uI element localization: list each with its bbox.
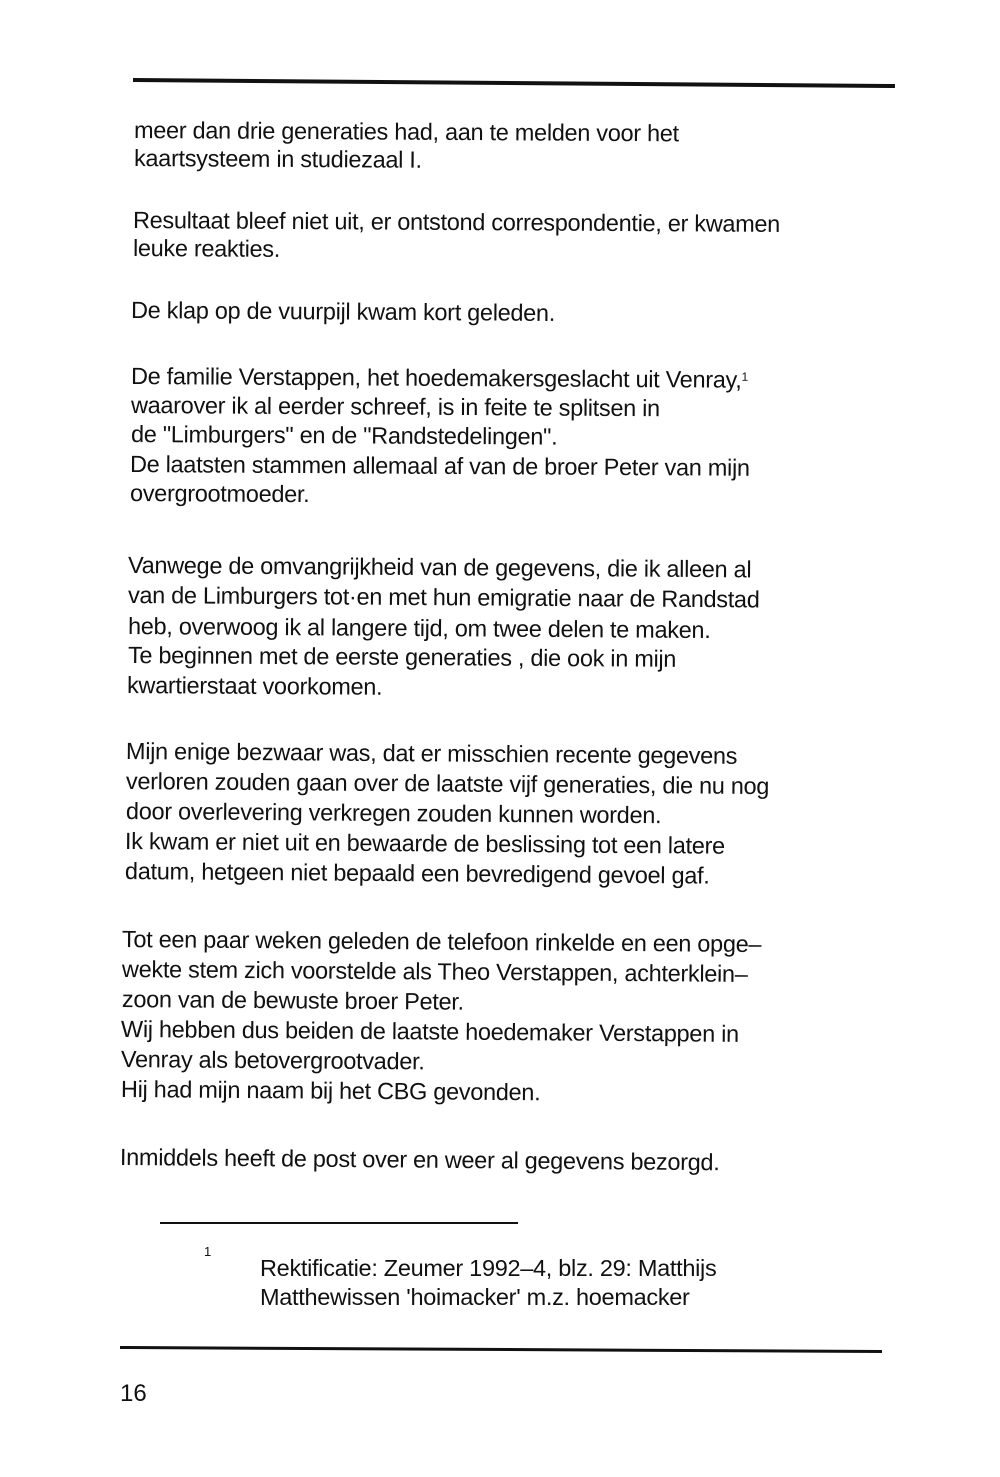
text-line: De klap op de vuurpijl kwam kort geleden. [130, 297, 556, 326]
text-line [131, 362, 748, 394]
text-line: Resultaat bleef niet uit, er ontstond correspondentie, er kwamen [132, 207, 781, 237]
text-line: verloren zouden gaan over de laatste vijf generaties, die nu nog [125, 768, 770, 800]
text-line: heb, overwoog ik al langere tijd, om twee delen te maken. [127, 613, 711, 644]
text-line: zoon van de bewuste broer Peter. [121, 986, 464, 1015]
text-span: De familie Verstappen, het hoedemakersgeslacht uit Venray, [130, 363, 742, 393]
footnote-mark: 1 [204, 1244, 212, 1259]
text-line: kwartierstaat voorkomen. [126, 672, 383, 700]
text-line: Inmiddels heeft de post over en weer al gegevens bezorgd. [119, 1144, 720, 1176]
text-line: kaartsysteem in studiezaal I. [133, 145, 422, 173]
bottom-rule [120, 1346, 882, 1353]
text-line: waarover ik al eerder schreef, is in feite te splitsen in [130, 392, 660, 422]
text-line: datum, hetgeen niet bepaald een bevredigend gevoel gaf. [124, 858, 710, 889]
text-line: Hij had mijn naam bij het CBG gevonden. [120, 1076, 541, 1106]
footnote-line: Rektificatie: Zeumer 1992–4, blz. 29: Matthijs [260, 1255, 717, 1281]
footnote-separator [160, 1222, 518, 1224]
text-line: meer dan drie generaties had, aan te melden voor het [133, 117, 679, 147]
footnote-reference[interactable]: 1 [741, 369, 748, 384]
top-rule [133, 78, 895, 88]
footnote-line: Matthewissen 'hoimacker' m.z. hoemacker [260, 1284, 690, 1310]
text-line: Venray als betovergrootvader. [120, 1046, 425, 1075]
text-line: leuke reakties. [132, 235, 281, 262]
text-line: Ik kwam er niet uit en bewaarde de beslissing tot een latere [124, 828, 725, 859]
text-line: Vanwege de omvangrijkheid van de gegevens, die ik alleen al [127, 552, 752, 583]
page-number: 16 [120, 1380, 147, 1407]
text-line: van de Limburgers tot·en met hun emigratie naar de Randstad [127, 582, 760, 613]
text-line: De laatsten stammen allemaal af van de broer Peter van mijn [129, 451, 750, 481]
text-line: de "Limburgers" en de "Randstedelingen". [130, 421, 558, 450]
text-line: Wij hebben dus beiden de laatste hoedemaker Verstappen in [120, 1016, 739, 1047]
text-line: Mijn enige bezwaar was, dat er misschien recente gegevens [125, 738, 738, 769]
text-line: Tot een paar weken geleden de telefoon rinkelde en een opge– [121, 926, 762, 958]
text-line: wekte stem zich voorstelde als Theo Verstappen, achterklein– [121, 956, 748, 987]
text-line: overgrootmoeder. [129, 480, 310, 508]
text-line: Te beginnen met de eerste generaties , die ook in mijn [127, 642, 677, 672]
text-line: door overlevering verkregen zouden kunnen worden. [125, 798, 662, 829]
